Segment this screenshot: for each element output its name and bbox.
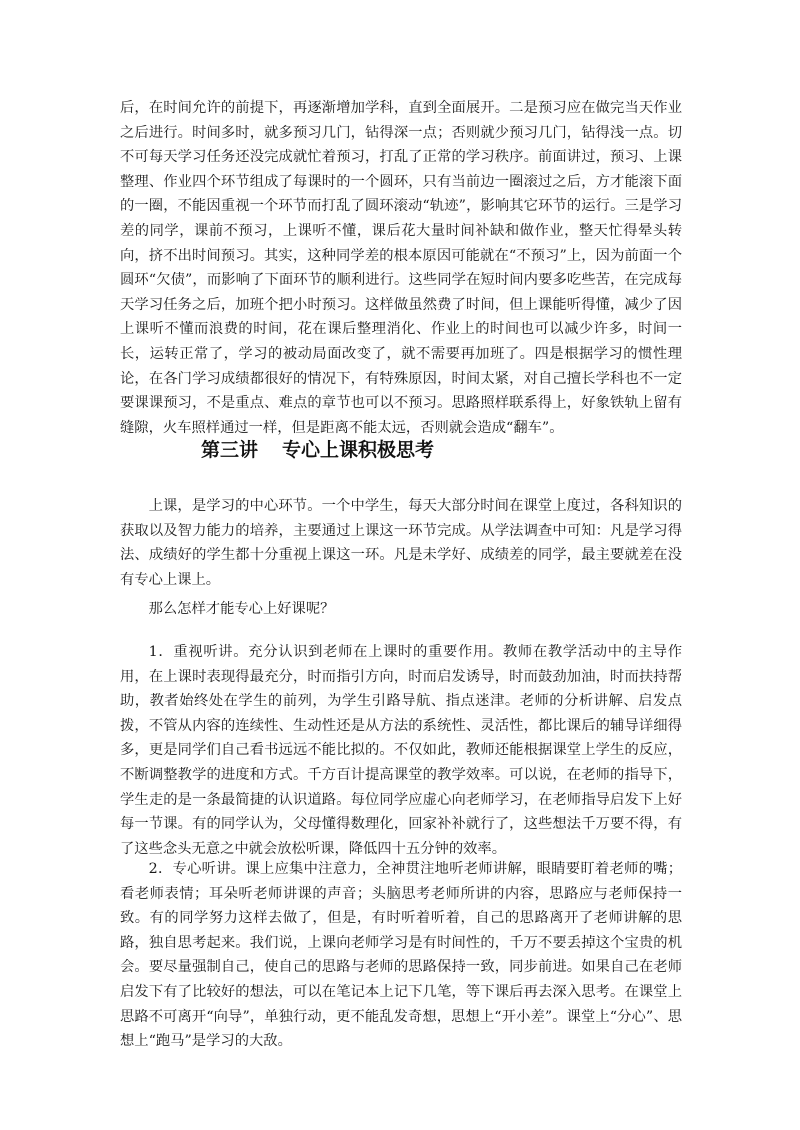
point-2-paragraph: 2．专心听讲。课上应集中注意力，全神贯注地听老师讲解，眼睛要盯着老师的嘴；看老师表情；耳朵听老师讲课的声音；头脑思考老师所讲的内容，思路应与老师保持一致。有的同学努力这样去做了，但是，有时听着听着，自己的思路离开了老师讲解的思路，独自思考起来。我们说，上课向老师学习是有时间性的，千万不要丢掉这个宝贵的机会。要尽量强制自己，使自己的思路与老师的思路保持一致，同步前进。如果自己在老师启发下有了比较好的想法，可以在笔记本上记下几笔，等下课后再去深入思考。在课堂上思路不可离开“向导”，单独行动，更不能乱发奇想，思想上“开小差”。课堂上“分心”、思想上“跑马”是学习的大敌。 [120,861,682,1050]
heading-number: 第三讲 [201,439,259,461]
question-paragraph: 那么怎样才能专心上好课呢？ [148,601,335,617]
point-1-paragraph: 1．重视听讲。充分认识到老师在上课时的重要作用。教师在教学活动中的主导作用，在上课时表现得最充分，时而指引方向，时而启发诱导，时而鼓劲加油，时而扶持帮助，教者始终处在学生的前列，为学生引路导航、指点迷津。老师的分析讲解、启发点拨，不管从内容的连续性、生动性还是从方法的系统性、灵活性，都比课后的辅导详细得多，更是同学们自己看书远远不能比拟的。不仅如此，教师还能根据课堂上学生的反应，不断调整教学的进度和方式。千方百计提高课堂的教学效率。可以说，在老师的指导下，学生走的是一条最简捷的认识道路。每位同学应虚心向老师学习，在老师指导启发下上好每一节课。有的同学认为，父母懂得数理化，回家补补就行了，这些想法千万要不得，有了这些念头无意之中就会放松听课，降低四十五分钟的效率。 [120,644,682,857]
heading-title: 专心上课积极思考 [282,439,435,461]
continuation-paragraph: 后，在时间允许的前提下，再逐渐增加学科，直到全面展开。二是预习应在做完当天作业之后进行。时间多时，就多预习几门，钻得深一点；否则就少预习几门，钻得浅一点。切不可每天学习任务还没完成就忙着预习，打乱了正常的学习秩序。前面讲过，预习、上课整理、作业四个环节组成了每课时的一个圆环，只有当前边一圈滚过之后，方才能滚下面的一圈，不能因重视一个环节而打乱了圆环滚动“轨迹”，影响其它环节的运行。三是学习差的同学，课前不预习，上课听不懂，课后花大量时间补缺和做作业，整天忙得晕头转向，挤不出时间预习。其实，这种同学差的根本原因可能就在“不预习”上，因为前面一个圆环“欠债”，而影响了下面环节的顺利进行。这些同学在短时间内要多吃些苦，在完成每天学习任务之后，加班个把小时预习。这样做虽然费了时间，但上课能听得懂，减少了因上课听不懂而浪费的时间，花在课后整理消化、作业上的时间也可以减少许多，时间一长，运转正常了，学习的被动局面改变了，就不需要再加班了。四是根据学习的惯性理论，在各门学习成绩都很好的情况下，有特殊原因，时间太紧，对自己擅长学科也不一定要课课预习，不是重点、难点的章节也可以不预习。思路照样联系得上，好象铁轨上留有缝隙，火车照样通过一样，但是距离不能太远，否则就会造成“翻车”。 [120,100,682,436]
section-heading [201,437,434,463]
intro-paragraph: 上课，是学习的中心环节。一个中学生，每天大部分时间在课堂上度过，各科知识的获取以及智力能力的培养，主要通过上课这一环节完成。从学法调查中可知：凡是学习得法、成绩好的学生都十分重视上课这一环。凡是未学好、成绩差的同学，最主要就差在没有专心上课上。 [120,498,682,588]
